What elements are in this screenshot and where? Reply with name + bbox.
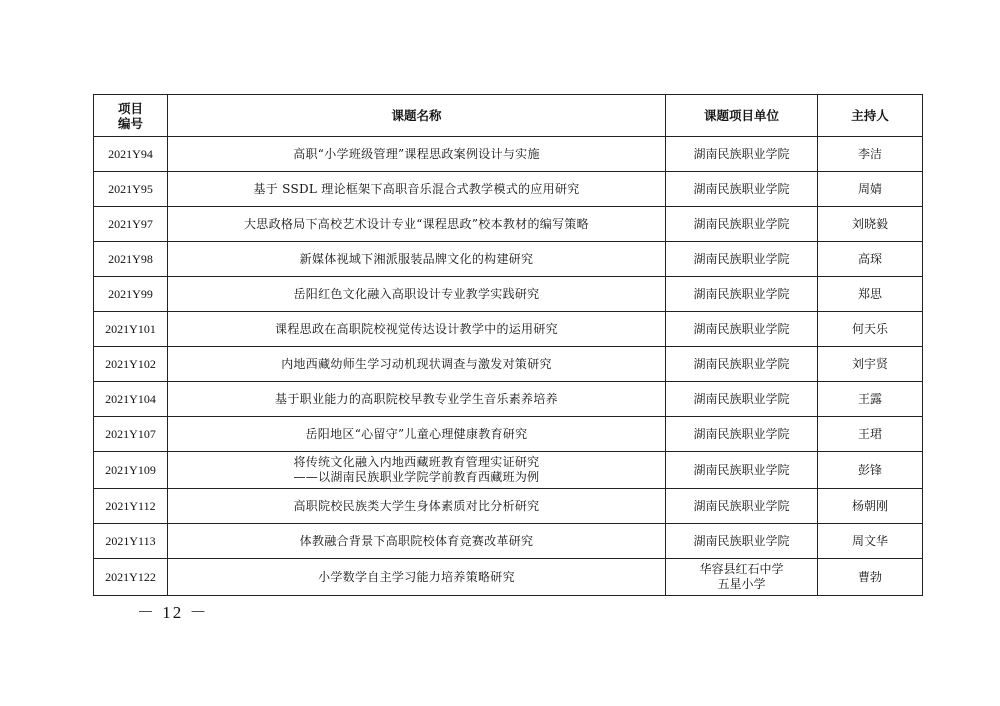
cell-title-line: 课程思政在高职院校视觉传达设计教学中的运用研究	[275, 321, 558, 336]
header-host: 主持人	[818, 95, 923, 137]
table-row	[94, 347, 923, 382]
cell-title	[168, 559, 666, 596]
cell-title	[168, 312, 666, 347]
cell-unit	[666, 524, 818, 559]
cell-title	[168, 137, 666, 172]
table-row	[94, 172, 923, 207]
cell-title-line: 小学数学自主学习能力培养策略研究	[318, 569, 515, 584]
cell-title-line: 体教融合背景下高职院校体育竞赛改革研究	[299, 533, 534, 548]
cell-host: 周婧	[818, 172, 923, 207]
header-title: 课题名称	[168, 95, 666, 137]
cell-unit-line: 湖南民族职业学院	[693, 426, 790, 441]
cell-unit	[666, 137, 818, 172]
table-row	[94, 137, 923, 172]
cell-host: 曹勃	[818, 559, 923, 596]
cell-code: 2021Y97	[94, 207, 168, 242]
cell-host: 郑思	[818, 277, 923, 312]
cell-title-line: 大思政格局下高校艺术设计专业“课程思政”校本教材的编写策略	[244, 216, 589, 231]
table-row	[94, 489, 923, 524]
cell-host: 周文华	[818, 524, 923, 559]
cell-title-line: 新媒体视域下湘派服装品牌文化的构建研究	[299, 251, 534, 266]
table-row	[94, 312, 923, 347]
cell-title-line: 岳阳地区“心留守”儿童心理健康教育研究	[305, 426, 528, 441]
cell-title	[168, 524, 666, 559]
cell-title-line: 内地西藏幼师生学习动机现状调查与激发对策研究	[281, 356, 552, 371]
cell-unit-line: 湖南民族职业学院	[693, 321, 790, 336]
cell-title	[168, 172, 666, 207]
table-row	[94, 207, 923, 242]
cell-title-line: 将传统文化融入内地西藏班教育管理实证研究	[293, 455, 540, 469]
cell-unit	[666, 452, 818, 489]
cell-title	[168, 347, 666, 382]
table-row	[94, 242, 923, 277]
cell-title	[168, 277, 666, 312]
cell-title-line: 岳阳红色文化融入高职设计专业教学实践研究	[293, 286, 540, 301]
cell-code: 2021Y113	[94, 524, 168, 559]
cell-code: 2021Y98	[94, 242, 168, 277]
cell-title-line: 高职“小学班级管理”课程思政案例设计与实施	[293, 146, 540, 161]
cell-title-line: 基于 SSDL 理论框架下高职音乐混合式教学模式的应用研究	[253, 181, 580, 196]
cell-unit-line: 湖南民族职业学院	[693, 146, 790, 161]
cell-title	[168, 242, 666, 277]
header-code: 项目 编号	[94, 95, 168, 137]
cell-title	[168, 207, 666, 242]
table-body	[94, 137, 923, 596]
table-row	[94, 559, 923, 596]
cell-unit	[666, 242, 818, 277]
cell-host: 王露	[818, 382, 923, 417]
cell-host: 王珺	[818, 417, 923, 452]
cell-unit-line: 湖南民族职业学院	[693, 216, 790, 231]
table-row	[94, 524, 923, 559]
cell-unit-line: 五星小学	[717, 577, 766, 591]
cell-unit-line: 湖南民族职业学院	[693, 533, 790, 548]
table-header-row	[94, 95, 923, 137]
table-row	[94, 382, 923, 417]
header-unit: 课题项目单位	[666, 95, 818, 137]
cell-title-line: 高职院校民族类大学生身体素质对比分析研究	[293, 498, 540, 513]
table-row	[94, 277, 923, 312]
cell-code: 2021Y122	[94, 559, 168, 596]
cell-unit-line: 湖南民族职业学院	[693, 251, 790, 266]
project-table	[93, 94, 923, 596]
cell-code: 2021Y102	[94, 347, 168, 382]
cell-code: 2021Y112	[94, 489, 168, 524]
cell-code: 2021Y104	[94, 382, 168, 417]
cell-unit	[666, 277, 818, 312]
cell-host: 何天乐	[818, 312, 923, 347]
cell-unit	[666, 172, 818, 207]
cell-unit-line: 湖南民族职业学院	[693, 356, 790, 371]
cell-unit	[666, 417, 818, 452]
cell-code: 2021Y99	[94, 277, 168, 312]
cell-code: 2021Y109	[94, 452, 168, 489]
cell-unit	[666, 207, 818, 242]
cell-title-line: ——以湖南民族职业学院学前教育西藏班为例	[293, 470, 540, 484]
cell-unit-line: 湖南民族职业学院	[693, 391, 790, 406]
cell-title	[168, 452, 666, 489]
cell-title	[168, 417, 666, 452]
cell-host: 高琛	[818, 242, 923, 277]
cell-unit	[666, 347, 818, 382]
cell-code: 2021Y94	[94, 137, 168, 172]
table-row	[94, 417, 923, 452]
cell-unit	[666, 382, 818, 417]
cell-host: 杨朝刚	[818, 489, 923, 524]
cell-host: 刘晓毅	[818, 207, 923, 242]
cell-host: 彭锋	[818, 452, 923, 489]
cell-unit	[666, 489, 818, 524]
cell-code: 2021Y95	[94, 172, 168, 207]
cell-host: 刘宇贤	[818, 347, 923, 382]
cell-code: 2021Y101	[94, 312, 168, 347]
cell-title	[168, 382, 666, 417]
cell-code: 2021Y107	[94, 417, 168, 452]
cell-unit	[666, 559, 818, 596]
cell-unit-line: 湖南民族职业学院	[693, 462, 790, 477]
table-row	[94, 452, 923, 489]
cell-host: 李洁	[818, 137, 923, 172]
cell-unit-line: 湖南民族职业学院	[693, 286, 790, 301]
page-number: － 12 －	[137, 603, 209, 622]
cell-title-line: 基于职业能力的高职院校早教专业学生音乐素养培养	[275, 391, 558, 406]
cell-unit-line: 湖南民族职业学院	[693, 181, 790, 196]
cell-unit	[666, 312, 818, 347]
cell-unit-line: 湖南民族职业学院	[693, 498, 790, 513]
cell-title	[168, 489, 666, 524]
cell-unit-line: 华容县红石中学	[699, 562, 784, 576]
